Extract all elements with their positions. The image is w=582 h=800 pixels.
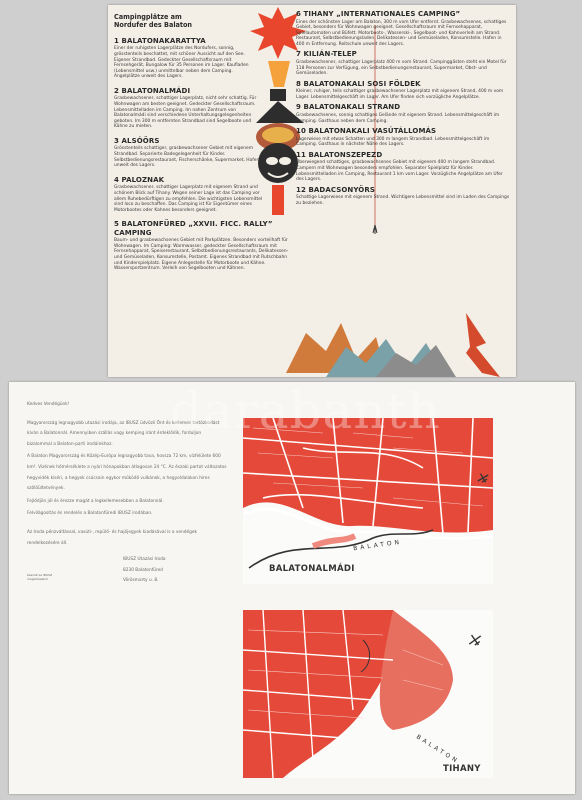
welcome-letter (27, 400, 227, 584)
campsite-entry (296, 80, 510, 101)
tihany-map (243, 610, 493, 778)
campsite-entry (296, 10, 510, 47)
campsite-heading: 12 BADACSONYÖRS (296, 185, 375, 194)
map-lake-label: BALATON (352, 538, 403, 553)
campsite-description: Kleiner, ruhiger, teils schattiger grasbewachsener Lagerplatz mit eigenem Strand, 400 m vom Lager. Lebensmittelgeschäft im Lager. Am Ufer finden sich vorzügliche Angelplätze. (296, 89, 504, 100)
letter-greeting: Kedves Vendégünk! (27, 402, 70, 407)
campsite-entry (296, 151, 510, 183)
imprint: Készült az IBUSZ megbízásából (27, 572, 53, 581)
map-town-label: BALATONALMÁDI (269, 564, 355, 574)
campsite-description: Baum- und grasbewachsenes Gebiet mit Parkplätzen. Besonders vorteilhaft für Wohnwagen. Im Camping: Warmwasser, gedeckter Gesellschaftsraum mit Fernsehapparat, Speiserestaurant, Selbstbedienungsrestaurants, Delikatessen- und Gemüseladen, Konsumstelle, Postamt. Eigenes Strandbad mit Rutschbahn und Kinderspielplatz. Eigene Anlegestelle für Motorboote und Kähne. Wassersportzentrum. Verleih von Segelbooten und Kähnen. (114, 238, 289, 272)
address-line: 8230 Balatonfüred (123, 567, 164, 573)
campsite-entry (114, 176, 264, 213)
map-town-label: TIHANY (443, 764, 481, 774)
campsite-description: Grasbewachsenes, sonnig schattiges Gelände mit eigenem Strand. Lebensmittelgeschäft im Camping. Gasthaus neben dem Camping. (296, 112, 500, 124)
balatonalmadi-map (243, 418, 493, 584)
campsite-heading: 3 ALSÓÖRS (114, 136, 160, 145)
campsite-heading: 7 KILIÁN-TELEP (296, 50, 357, 59)
campsite-entry (114, 37, 260, 80)
campsite-entry (296, 50, 510, 76)
campsite-description: Grasbewachsener, schattiger Lagerplatz mit eigenem Strand und schönem Blick auf Tihany. Wegen seiner Lage ist das Camping vor allem Ruhebedürftigen zu empfehlen. Die wichtigsten Lebensmittel sind loco zu beschaffen. Das Camping ist für Eigentümer eines Motorbootes oder Kahnes besonders geeignet. (114, 185, 263, 213)
campsite-heading: 5 BALATONFÜRED „XXVII. FICC. RALLY” CAMPING (114, 220, 273, 237)
sea-collage (286, 303, 516, 377)
campsite-description: Einer der ruhigsten Lagerplätze des Nordufers, sonnig, grösstenteils beschattet, mit schöner Aussicht auf den See. Eigener Strandbad. Gedeckter Gesellschaftsraum mit Fernsehgerät, Bungalow für 35 Personen im Lager. Kaufladen (Lebensmittel usw.) unmittelbar neben dem Camping. Angelplätze unweit des Lagers. (114, 46, 249, 80)
letter-paragraph: A Balaton Magyarország és Közép-Európa legnagyobb tava, hossza 72 km, vízfelülete 600 km². Vizének hőmérséklete a nyári hónapokban átlagosan 24 °C. Az északi partot változatos hegyvidék kíséri, a hegyek csúcsain egykor működő vulkánok, a hegyoldalakon híres szőlőültetvények. (27, 454, 227, 492)
campsite-heading: 2 BALATONALMÁDI (114, 86, 191, 95)
campsite-heading: 8 BALATONAKALI SOSI FÖLDEK (296, 79, 421, 88)
campsite-heading: 9 BALATONAKALI STRAND (296, 103, 401, 112)
campsite-description: Lagerwiese mit etwas Schatten und 300 m langem Strandbad. Lebensmittelgeschäft im Camping. Gasthaus in nächster Nähe des Lagers. (296, 136, 490, 148)
letter-and-maps-sheet (9, 382, 575, 794)
brochure-left-column (114, 13, 314, 272)
watermark: darabanth (170, 382, 441, 440)
map-lake-label: BALATON (414, 733, 461, 766)
brochure-right-column (296, 10, 510, 206)
letter-paragraph: Felvilágosítás és rendelés a Balatonfüredi IBUSZ irodában. (27, 511, 153, 517)
letter-paragraph: Fejlődjön jól és érezze magát a legkellemesebben a Balatonnál. (27, 498, 164, 504)
brochure-panel (108, 5, 516, 377)
campsite-entry (296, 186, 510, 207)
campsite-entry (114, 220, 290, 272)
campsite-heading: 10 BALATONAKALI VASÚTÁLLOMÁS (296, 127, 437, 136)
brochure-title: Campingplätze am Nordufer des Balaton (114, 12, 193, 30)
campsite-description: Schattige Lagerwiese mit eigenem Strand. Wichtigere Lebensmittel sind im Laden des Campings zu beziehen. (296, 195, 510, 206)
balatonalmadi-street-map (243, 418, 493, 584)
campsite-entry (114, 87, 260, 130)
campsite-entry (296, 103, 510, 124)
campsite-heading: 11 BALATONSZEPEZD (296, 150, 383, 159)
campsite-description: Grösstenteils schattiger, grasbewachsener Gebiet mit eigenem Strandbad. Separierte Badegelegenheit für Kinder. Selbstbedienungsrestaurant, Fischerschänke, Supermarket, Hafen unweit des Lagers. (114, 146, 260, 169)
campsite-entry (114, 137, 260, 169)
letter-closing: Az Iroda pénzváltással, vasúti-, repülő- és hajójegyek kiadásával is a vendégek rendelkezésére áll. (27, 529, 197, 546)
address-line: Vörösmarty u. 8. (123, 578, 159, 584)
tihany-street-map (243, 610, 493, 778)
campsite-heading: 1 BALATONAKARATTYA (114, 36, 206, 45)
letter-address (123, 555, 227, 587)
address-line: IBUSZ Utazási Iroda (123, 557, 166, 563)
campsite-description: Überwiegend schattiges, grasbewachsenes Gebiet mit eigenem 400 m langem Strandbad. Campern mit Wohnwagen besonders empfohlen. Separater Spielplatz für Kinder. Lebensmittelladen im Camping, Restaurant 1 km vom Lager. Vorzügliche Angelplätze am Ufer des Lagers. (296, 160, 503, 183)
campsite-description: Eines der schönsten Lager am Balaton, 300 m vom Ufer entfernt. Grasbewachsenes, schattiges Gebiet, besonders für Wohnwagen geeignet. Gesellschaftsraum mit Fernsehapparat, Spielautomaten und Büfett. Motorboots-, Wasserski-, Segelboot- und Kahnverleih am Strand. Restaurant, Selbstbedienungsladen, Delikatessen- und Gemüseladen, Konsumstelle. Hafen in 400 m Entfernung. Reitschule unweit des Lagers. (296, 19, 507, 47)
campsite-description: Grasbewachsener, schattiger Lagerplatz, nicht sehr schattig. Für Wohnwagen am besten geeignet. Gedeckter Gesellschaftsraum. Lebensmittelladen im Camping. Im nahen Zentrum von Balatonalmádi sind verschiedene Unterhaltungsgelegenheiten geboten. Im 300 m entfernten Strandbad sind Segelboote und Kähne zu mieten. (114, 96, 257, 130)
campsite-heading: 6 TIHANY „INTERNATIONALES CAMPING” (296, 10, 461, 18)
campsite-heading: 4 PALOZNAK (114, 175, 165, 184)
letter-paragraph: Magyarország legnagyobb utazási irodája, az IBUSZ üdvözli Önt és kellemes tartózkodást kíván a Balatonnál. Amennyiben szállás vagy kemping iránt érdeklődik, forduljon bizalommal a Balaton-parti irodáinkhoz. (27, 420, 220, 447)
campsite-entry (296, 127, 510, 148)
campsite-description: Grasbewachsener, schattiger Lagerplatz 400 m vom Strand. Campinggästen steht ein Motel für 118 Personen zur Verfügung, ein Selbstbedienungsrestaurant, Supermarket, Obst- und Gemüseladen. (296, 59, 507, 77)
